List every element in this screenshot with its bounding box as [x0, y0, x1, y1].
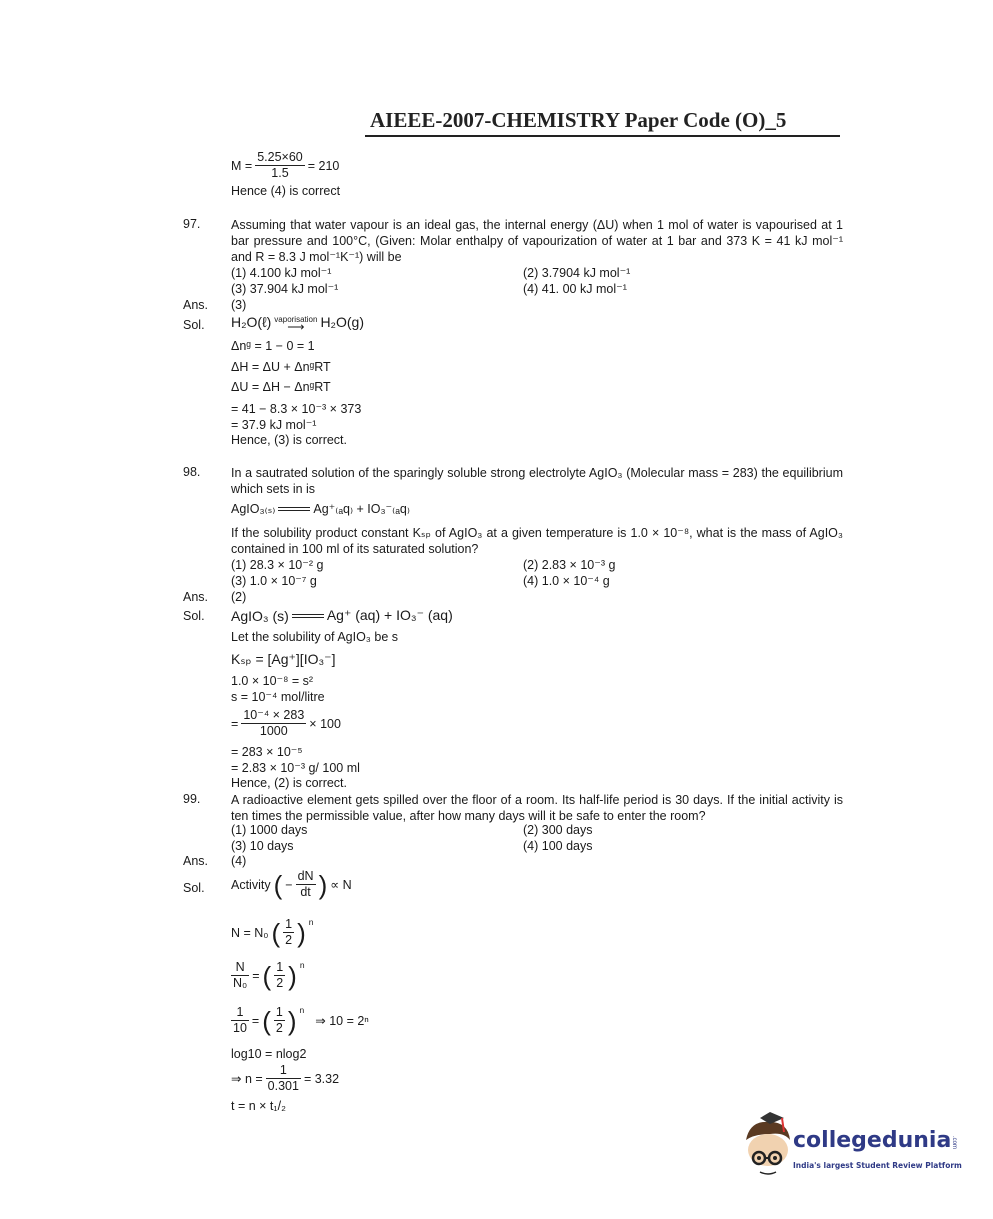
- q97-option-4: (4) 41. 00 kJ mol⁻¹: [523, 282, 627, 296]
- m-fraction: [255, 150, 305, 181]
- n-result: = 3.32: [303, 1071, 340, 1086]
- tenth-numerator: 1: [236, 1005, 244, 1019]
- q98-ans-label: Ans.: [183, 590, 209, 604]
- reaction-arrow: [274, 314, 318, 334]
- top-conclusion: Hence (4) is correct: [231, 184, 341, 198]
- question-98-text-2: If the solubility product constant Kₛₚ of AgIO₃ at a given temperature is 1.0 × 10⁻⁸, what is the mass of AgIO₃ contained in 100 ml of its saturated solution?: [231, 526, 843, 556]
- right-paren: ): [288, 960, 297, 991]
- q97-step-3: ΔU = ΔH − ΔnᵍRT: [231, 380, 331, 394]
- tenth-denominator: 10: [233, 1021, 247, 1035]
- brand-domain: .com: [951, 1136, 957, 1150]
- exponent-n: n: [299, 1005, 305, 1015]
- half-denominator: 2: [285, 933, 293, 947]
- question-number-99: 99.: [183, 792, 201, 806]
- q98-option-3: (3) 1.0 × 10⁻⁷ g: [231, 574, 317, 588]
- q97-step-1: Δnᵍ = 1 − 0 = 1: [231, 339, 315, 353]
- exponent-n: n: [308, 917, 314, 927]
- q99-sol-label: Sol.: [183, 881, 205, 895]
- half-fraction-3: [274, 1005, 285, 1036]
- sol-eq-right: Ag⁺ (aq) + IO₃⁻ (aq): [326, 607, 453, 623]
- q98-mass-fraction: [231, 708, 341, 739]
- left-paren: (: [262, 1005, 271, 1036]
- half-fraction-2: [274, 960, 285, 991]
- q98-option-1: (1) 28.3 × 10⁻² g: [231, 558, 324, 572]
- q99-ten-ratio: [231, 1005, 369, 1036]
- half-fraction: [283, 917, 294, 948]
- q97-ans-label: Ans.: [183, 298, 209, 312]
- q99-n-value: [231, 1063, 339, 1094]
- minus-sign: −: [285, 877, 293, 892]
- dt: dt: [296, 884, 316, 900]
- mass-denominator: 1000: [241, 723, 306, 739]
- question-98-text: In a sautrated solution of the sparingly soluble strong electrolyte AgIO₃ (Molecular mass = 283) the equilibrium which sets in is: [231, 466, 843, 496]
- q98-sol-equilibrium: [231, 607, 453, 624]
- brand-tagline: India's largest Student Review Platform: [793, 1161, 962, 1170]
- equals-sign: =: [231, 716, 239, 731]
- reaction-arrow-label: vaporisation: [274, 314, 318, 324]
- half-denominator: 2: [275, 1021, 283, 1035]
- q99-option-4: (4) 100 days: [523, 839, 593, 853]
- q98-step-1: Let the solubility of AgIO₃ be s: [231, 630, 398, 644]
- q97-step-2: ΔH = ΔU + ΔnᵍRT: [231, 360, 331, 374]
- right-paren: ): [297, 917, 306, 948]
- half-numerator: 1: [275, 1005, 283, 1019]
- q98-answer: (2): [231, 590, 247, 604]
- molar-mass-equation: [231, 150, 339, 181]
- equilibrium-arrow-icon: [278, 504, 310, 514]
- q98-step-6: = 2.83 × 10⁻³ g/ 100 ml: [231, 761, 360, 775]
- exponent-n: n: [299, 960, 305, 970]
- m-label: M =: [231, 158, 253, 173]
- right-paren: ): [318, 869, 328, 900]
- dn: dN: [297, 869, 314, 883]
- half-numerator: 1: [276, 960, 284, 974]
- equilibrium-arrow-icon: [292, 611, 324, 621]
- reaction-left: H₂O(ℓ): [231, 314, 272, 330]
- equals-sign: =: [252, 968, 260, 983]
- reaction-right: H₂O(g): [320, 314, 364, 330]
- question-97-text: Assuming that water vapour is an ideal gas, the internal energy (ΔU) when 1 mol of water is vapourised at 1 bar pressure and 100°C, (Given: Molar enthalpy of vapourization of water at 1 bar and 373 K = 41 kJ mol⁻¹ and R = 8.3 J mol⁻¹K⁻¹) will be: [231, 218, 843, 264]
- sol-eq-left: AgIO₃ (s): [231, 607, 289, 624]
- equals-sign: =: [251, 1013, 260, 1028]
- half-numerator: 1: [285, 917, 293, 931]
- question-number-98: 98.: [183, 465, 201, 479]
- q99-t-line: t = n × t₁/₂: [231, 1099, 286, 1113]
- mass-numerator: 10⁻⁴ × 283: [243, 708, 305, 722]
- n-numerator: 1: [279, 1063, 287, 1077]
- q97-option-1: (1) 4.100 kJ mol⁻¹: [231, 266, 332, 280]
- q97-answer: (3): [231, 298, 247, 312]
- mass-fraction: [241, 708, 306, 739]
- q98-equilibrium: [231, 501, 410, 516]
- q97-sol-label: Sol.: [183, 318, 205, 332]
- q98-option-2: (2) 2.83 × 10⁻³ g: [523, 558, 616, 572]
- left-paren: (: [262, 960, 272, 991]
- tenth-fraction: [231, 1005, 249, 1036]
- activity-label: Activity: [231, 877, 271, 892]
- page-title: AIEEE-2007-CHEMISTRY Paper Code (O)_5: [370, 108, 787, 132]
- q99-ratio: [231, 960, 305, 991]
- q98-step-7: Hence, (2) is correct.: [231, 776, 348, 790]
- m-numerator: 5.25×60: [257, 150, 303, 164]
- mass-tail: × 100: [309, 716, 341, 731]
- q98-option-4: (4) 1.0 × 10⁻⁴ g: [523, 574, 610, 588]
- eq-left: AgIO₃₍ₛ₎: [231, 502, 276, 516]
- question-number-97: 97.: [183, 217, 201, 231]
- q97-option-2: (2) 3.7904 kJ mol⁻¹: [523, 266, 631, 280]
- q99-option-2: (2) 300 days: [523, 823, 593, 837]
- q98-sol-label: Sol.: [183, 609, 205, 623]
- header-rule: [365, 135, 840, 137]
- m-denominator: 1.5: [255, 165, 305, 181]
- half-denominator: 2: [276, 976, 284, 990]
- q97-step-5: = 37.9 kJ mol⁻¹: [231, 418, 317, 432]
- q98-step-4: s = 10⁻⁴ mol/litre: [231, 690, 325, 704]
- m-result: = 210: [307, 158, 340, 173]
- q99-activity: [231, 869, 352, 900]
- q99-option-3: (3) 10 days: [231, 839, 294, 853]
- implies-result: ⇒ 10 = 2ⁿ: [315, 1014, 369, 1028]
- left-paren: (: [271, 917, 281, 948]
- q99-option-1: (1) 1000 days: [231, 823, 308, 837]
- question-99-text: A radioactive element gets spilled over the floor of a room. Its half-life period is 30 days. If the initial activity is ten times the permissible value, after how many days will it be safe to enter the room?: [231, 793, 843, 823]
- n-denominator: 0.301: [267, 1079, 299, 1093]
- brand-name: collegedunia: [793, 1128, 952, 1153]
- right-arrow-icon: ⟶: [287, 319, 305, 334]
- q97-step-4: = 41 − 8.3 × 10⁻³ × 373: [231, 402, 362, 416]
- q97-step-6: Hence, (3) is correct.: [231, 433, 348, 447]
- ratio-numerator: N: [235, 960, 245, 974]
- n-equals: N = N₀: [231, 925, 269, 940]
- q98-step-5: = 283 × 10⁻⁵: [231, 745, 303, 759]
- n-fraction: [266, 1063, 301, 1094]
- q97-reaction: [231, 314, 364, 334]
- q99-answer: (4): [231, 854, 247, 868]
- ratio-denominator: N₀: [233, 976, 248, 990]
- q99-ans-label: Ans.: [183, 854, 209, 868]
- q98-step-2: Kₛₚ = [Ag⁺][IO₃⁻]: [231, 651, 336, 667]
- q99-log-line: log10 = nlog2: [231, 1047, 307, 1061]
- eq-right: Ag⁺₍ₐq₎ + IO₃⁻₍ₐq₎: [313, 502, 410, 516]
- q98-step-3: 1.0 × 10⁻⁸ = s²: [231, 674, 314, 688]
- q99-decay-law: [231, 917, 314, 948]
- q97-option-3: (3) 37.904 kJ mol⁻¹: [231, 282, 339, 296]
- n-is: ⇒ n =: [231, 1072, 263, 1086]
- proportional: ∝ N: [330, 878, 352, 892]
- ratio-fraction: [231, 960, 249, 991]
- left-paren: (: [273, 869, 283, 900]
- right-paren: ): [287, 1005, 297, 1036]
- dn-dt-fraction: [296, 869, 316, 900]
